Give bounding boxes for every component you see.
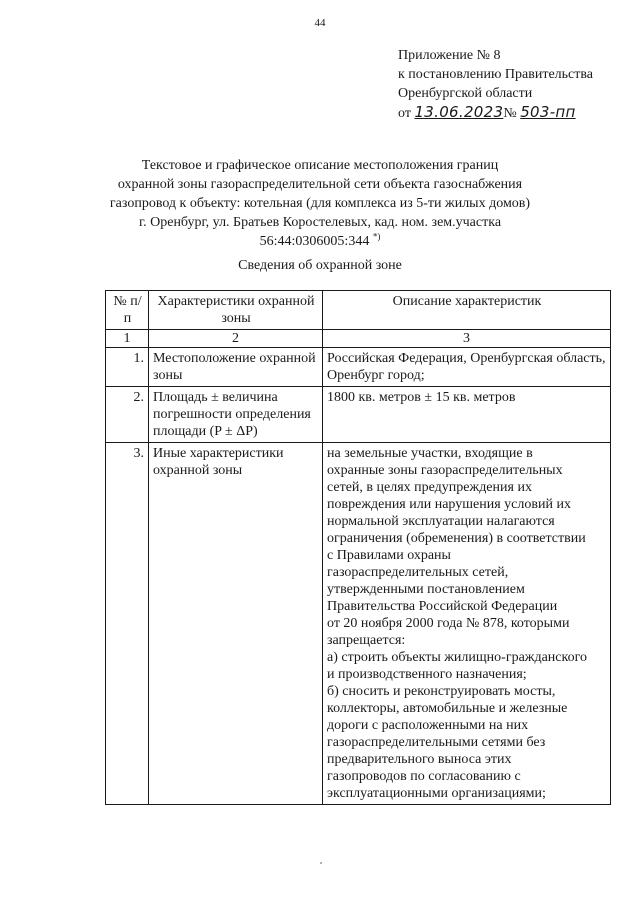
table-row xyxy=(106,387,611,443)
header-num: № п/п xyxy=(106,291,149,330)
row-characteristic: Площадь ± величина погрешности определения площади (P ± ΔP) xyxy=(149,387,323,443)
row-number: 3. xyxy=(106,443,149,805)
description-line: ограничения (обременения) в соответствии xyxy=(327,531,586,546)
description-line: Правительства Российской Федерации xyxy=(327,599,558,614)
description-line: коллекторы, автомобильные и железные xyxy=(327,701,568,716)
description-line: газораспределительными сетями без xyxy=(327,735,546,750)
header-number-1: 1 xyxy=(106,330,149,348)
description-line: от 20 ноября 2000 года № 878, которыми xyxy=(327,616,570,631)
description-line: эксплуатационными организациями; xyxy=(327,786,546,801)
description-line: запрещается: xyxy=(327,633,406,648)
row-description: Российская Федерация, Оренбургская область, Оренбург город; xyxy=(323,348,611,387)
header-number-3: 3 xyxy=(323,330,611,348)
description-line: охранные зоны газораспределительных xyxy=(327,463,563,478)
row-description: 1800 кв. метров ± 15 кв. метров xyxy=(323,387,611,443)
table-row xyxy=(106,443,611,805)
appendix-block xyxy=(398,46,593,123)
title-line-5 xyxy=(60,232,580,251)
title-line-1: Текстовое и графическое описание местоположения границ xyxy=(141,158,499,173)
handwritten-number: 503-пп xyxy=(520,103,576,121)
row-characteristic: Иные характеристики охранной зоны xyxy=(149,443,323,805)
appendix-line-1: Приложение № 8 xyxy=(398,48,501,63)
header-characteristic: Характеристики охранной зоны xyxy=(149,291,323,330)
document-title xyxy=(60,156,580,251)
description-line: дороги с расположенными на них xyxy=(327,718,529,733)
zone-table xyxy=(105,290,611,805)
row-number: 2. xyxy=(106,387,149,443)
description-line: сетей, в целях предупреждения их xyxy=(327,480,532,495)
description-line: предварительного выноса этих xyxy=(327,752,512,767)
description-line: на земельные участки, входящие в xyxy=(327,446,533,461)
table-row xyxy=(106,348,611,387)
header-number-2: 2 xyxy=(149,330,323,348)
number-prefix: № xyxy=(503,106,517,121)
row-characteristic: Местоположение охранной зоны xyxy=(149,348,323,387)
header-description: Описание характеристик xyxy=(323,291,611,330)
appendix-date-line xyxy=(398,103,593,123)
table-numbering-row xyxy=(106,330,611,348)
footnote-mark: *) xyxy=(372,231,381,242)
description-line: и производственного назначения; xyxy=(327,667,527,682)
title-line-2: охранной зоны газораспределительной сети объекта газоснабжения xyxy=(117,177,523,192)
appendix-line-2: к постановлению Правительства xyxy=(398,67,594,82)
description-line: а) строить объекты жилищно-гражданского xyxy=(327,650,587,665)
description-line: утвержденными постановлением xyxy=(327,582,525,597)
description-line: б) сносить и реконструировать мосты, xyxy=(327,684,556,699)
scan-speck xyxy=(320,862,322,864)
description-line: газопроводов по согласованию с xyxy=(327,769,521,784)
description-line: с Правилами охраны xyxy=(327,548,451,563)
description-line: нормальной эксплуатации налагаются xyxy=(327,514,555,529)
table-header-row xyxy=(106,291,611,330)
description-line: повреждения или нарушения условий их xyxy=(327,497,571,512)
cadastral-number: 56:44:0306005:344 xyxy=(259,234,370,249)
title-line-4: г. Оренбург, ул. Братьев Коростелевых, кад. ном. зем.участка xyxy=(138,215,502,230)
row-number: 1. xyxy=(106,348,149,387)
date-prefix: от xyxy=(398,106,411,121)
row-description xyxy=(323,443,611,805)
section-subtitle: Сведения об охранной зоне xyxy=(238,258,402,273)
appendix-line-3: Оренбургской области xyxy=(398,86,533,101)
description-line: газораспределительных сетей, xyxy=(327,565,509,580)
handwritten-date: 13.06.2023 xyxy=(414,103,504,121)
title-line-3: газопровод к объекту: котельная (для комплекса из 5-ти жилых домов) xyxy=(109,196,531,211)
page-number: 44 xyxy=(314,17,326,29)
